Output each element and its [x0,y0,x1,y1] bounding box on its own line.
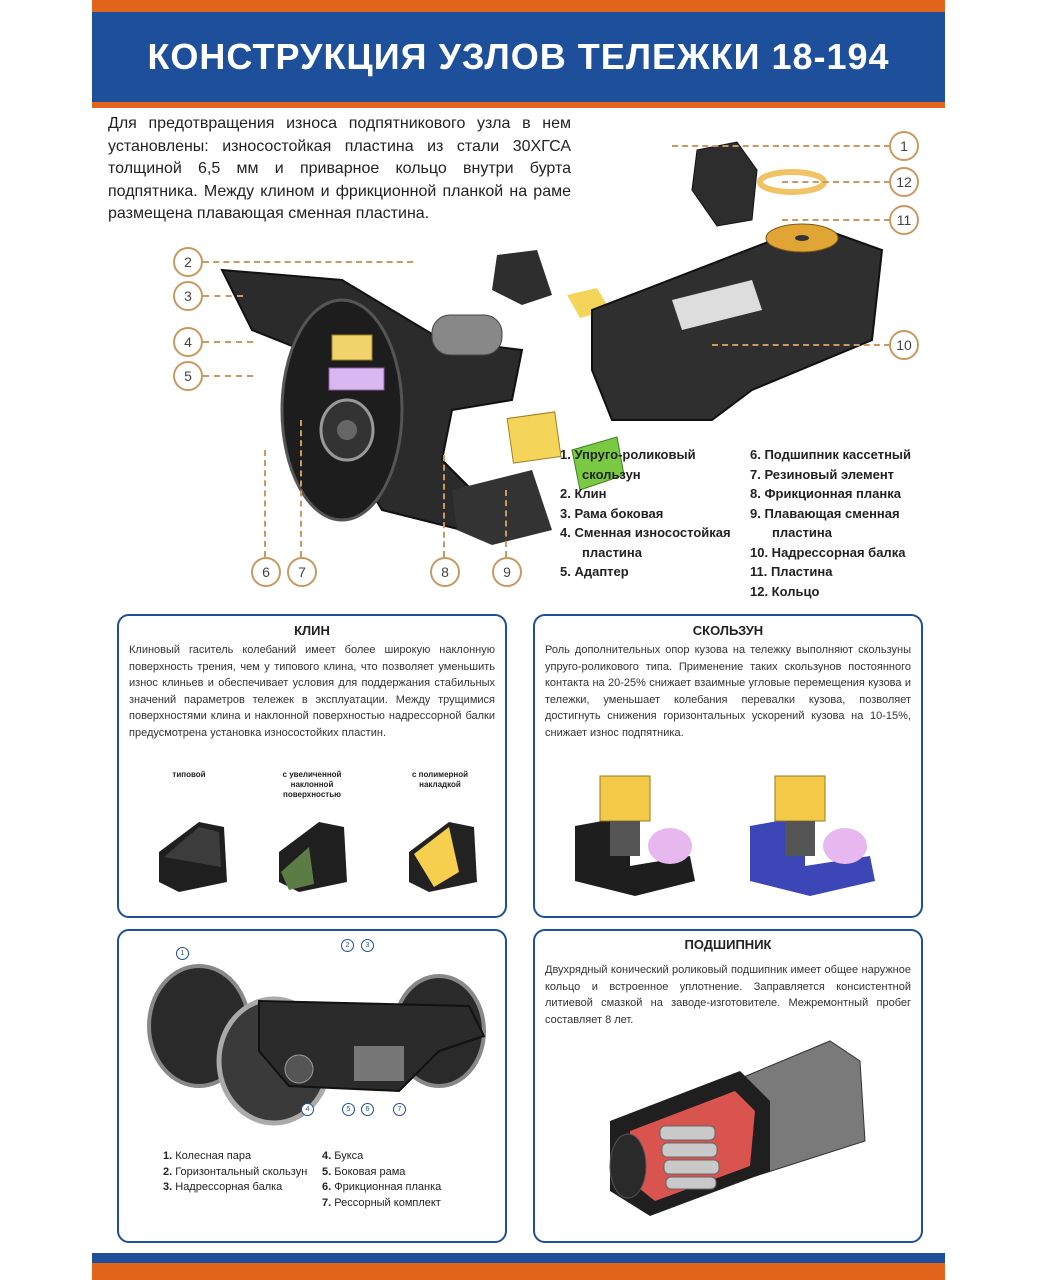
page-title: КОНСТРУКЦИЯ УЗЛОВ ТЕЛЕЖКИ 18-194 [147,36,890,77]
bogie-list-right [322,1149,497,1211]
list-item: 7. Рессорный комплект [322,1196,441,1209]
bogie-list-left [163,1149,308,1196]
legend-item: 9. Плавающая сменная пластина [750,505,900,540]
legend-item: 8. Фрикционная планка [750,486,901,501]
poster [92,0,945,1280]
podshipnik-text: Двухрядный конический роликовый подшипник имеет общее наружное кольцо и встроенное уплотнение. Заправляется консистентной литиевой смазкой на заводе-изготовителе. Межремонтный пробег составляет 8 лет. [545,964,911,1026]
bearing-illustration [590,1031,880,1221]
klin-text: Клиновый гаситель колебаний имеет более широкую наклонную поверхность трения, чем у типового клина, что позволяет уменьшить износ клиньев и обеспечивает условия для поддержания стабильных значений параметров тележек в эксплуатации. Между трущимися поверхностями клина и наклонной поверхностью надрессорной балки предусмотрена установка износостойких пластин. [129,644,495,739]
podshipnik-title: ПОДШИПНИК [684,937,772,952]
bogie-callout-6: 6 [361,1103,374,1116]
legend-item: 11. Пластина [750,564,833,579]
list-item: 4. Букса [322,1150,364,1162]
callout-5: 5 [173,361,203,391]
bogie-callout-3: 3 [361,939,374,952]
callout-1: 1 [889,131,919,161]
legend-item: 6. Подшипник кассетный [750,447,912,462]
klin-caption-enlarged: с увеличенной наклонной поверхностью [282,770,342,799]
callout-4: 4 [173,327,203,357]
klin-caption-polymer: с полимерной накладкой [411,770,469,789]
legend-item: 2. Клин [560,486,607,501]
bogie-panel [117,929,507,1243]
legend-item: 5. Адаптер [560,564,629,579]
legend-item: 10. Надрессорная балка [750,544,906,560]
bogie-callout-4: 4 [301,1103,314,1116]
skolzun-text: Роль дополнительных опор кузова на тележку выполняют скользуны упруго-роликового типа. Применение таких скользунов постоянного контакта на 20-25% снижает взаимные угловые перемещения кузова и тележки, уменьшает колебания перевалки кузова, позволяет достигнуть снижения горизонтальных ускорений кузова на 10-15%, снижает износ подпятника. [545,644,911,739]
bogie-callout-5: 5 [342,1103,355,1116]
top-stripe [92,0,945,12]
podshipnik-panel [533,929,923,1243]
legend-item: 4. Сменная износостойкая пластина [560,525,731,560]
callout-2: 2 [173,247,203,277]
bottom-stripe [92,1253,945,1280]
callout-9: 9 [492,557,522,587]
klin-caption-typical: типовой [172,770,206,779]
callout-8: 8 [430,557,460,587]
klin-panel [117,614,507,918]
bogie-callout-1: 1 [176,947,189,960]
list-item: 5. Боковая рама [322,1165,406,1178]
legend-right [750,445,940,601]
callout-10: 10 [889,330,919,360]
legend-item: 12. Кольцо [750,583,820,599]
bogie-callout-7: 7 [393,1103,406,1116]
callout-3: 3 [173,281,203,311]
klin-title: КЛИН [294,623,330,638]
intro-text: Для предотвращения износа подпятникового узла в нем установлены: износостойкая пластина из стали 30ХГСА толщиной 6,5 мм и приварное кольцо внутри бурта подпятника. Между клином и фрикционной планкой на раме размещена плавающая сменная пластина. [108,115,571,222]
bogie-callout-2: 2 [341,939,354,952]
list-item: 6. Фрикционная планка [322,1181,442,1193]
title-banner [92,12,945,108]
callout-11: 11 [889,205,919,235]
skolzun-title: СКОЛЬЗУН [692,623,764,638]
callout-12: 12 [889,167,919,197]
list-item: 2. Горизонтальный скользун [163,1165,308,1178]
legend-item: 7. Резиновый элемент [750,466,895,482]
bogie-illustration [139,951,499,1126]
skolzun-panel [533,614,923,918]
list-item: 1. Колесная пара [163,1150,252,1162]
list-item: 3. Надрессорная балка [163,1181,283,1193]
wedge-illustrations [149,812,479,902]
legend-left [560,445,740,582]
legend-item: 1. Упруго-роликовый скользун [560,447,696,482]
side-bearer-illustrations [570,771,900,906]
legend-item: 3. Рама боковая [560,505,664,521]
callout-6: 6 [251,557,281,587]
callout-7: 7 [287,557,317,587]
